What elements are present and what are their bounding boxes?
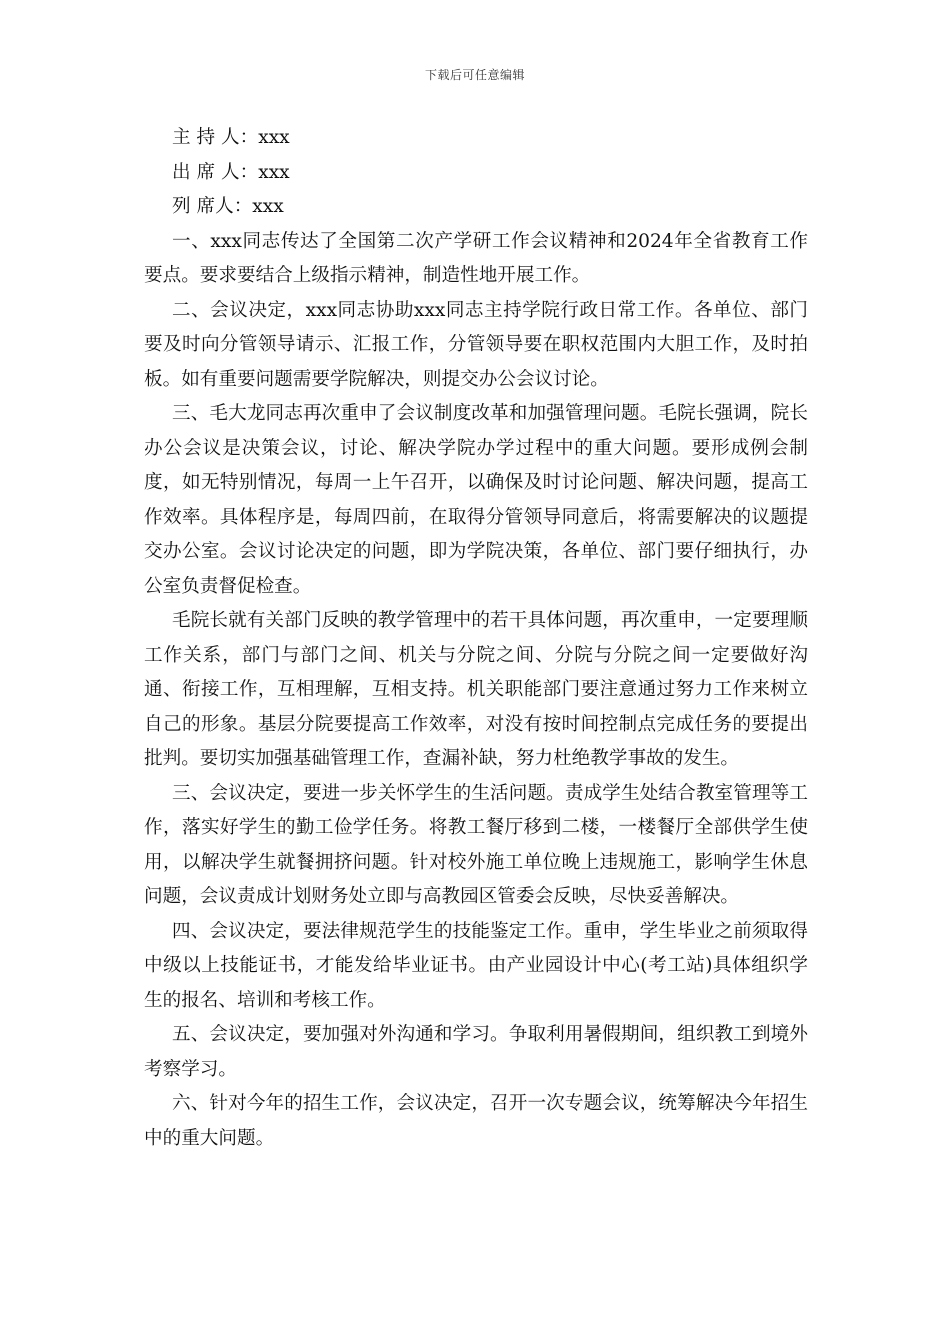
paragraph-item-8: 六、针对今年的招生工作，会议决定，召开一次专题会议，统筹解决今年招生中的重大问题。 bbox=[144, 1093, 808, 1149]
attendee-present-label: 出 席 人： bbox=[172, 161, 259, 183]
paragraph-item-1: 一、xxx同志传达了全国第二次产学研工作会议精神和2024年全省教育工作要点。要求要结合上级指示精神，制造性地开展工作。 bbox=[144, 230, 808, 286]
paragraph-item-2: 二、会议决定，xxx同志协助xxx同志主持学院行政日常工作。各单位、部门要及时向分管领导请示、汇报工作，分管领导要在职权范围内大胆工作，及时拍板。如有重要问题需要学院解决，则提交办公会议讨论。 bbox=[144, 299, 808, 390]
attendee-observer bbox=[144, 190, 808, 225]
paragraph-item-6: 四、会议决定，要法律规范学生的技能鉴定工作。重申，学生毕业之前须取得中级以上技能证书，才能发给毕业证书。由产业园设计中心(考工站)具体组织学生的报名、培训和考核工作。 bbox=[144, 920, 808, 1011]
attendee-host-label: 主 持 人： bbox=[172, 127, 259, 148]
paragraph-item-7: 五、会议决定，要加强对外沟通和学习。争取利用暑假期间，组织教工到境外考察学习。 bbox=[144, 1024, 808, 1080]
document-body bbox=[144, 121, 808, 1156]
attendee-host bbox=[144, 121, 808, 156]
attendee-host-value: xxx bbox=[258, 127, 290, 148]
attendee-observer-label: 列 席人： bbox=[172, 196, 253, 217]
header-note: 下载后可任意编辑 bbox=[424, 68, 525, 82]
attendee-present bbox=[144, 156, 808, 191]
paragraph-item-5: 三、会议决定，要进一步关怀学生的生活问题。责成学生处结合教室管理等工作，落实好学生的勤工俭学任务。将教工餐厅移到二楼，一楼餐厅全部供学生使用，以解决学生就餐拥挤问题。针对校外施工单位晚上违规施工，影响学生休息问题，会议责成计划财务处立即与高教园区管委会反映，尽快妥善解决。 bbox=[144, 782, 808, 907]
attendee-present-value: xxx bbox=[258, 161, 290, 183]
paragraph-item-4: 毛院长就有关部门反映的教学管理中的若干具体问题，再次重申，一定要理顺工作关系，部门与部门之间、机关与分院之间、分院与分院之间一定要做好沟通、衔接工作，互相理解，互相支持。机关职能部门要注意通过努力工作来树立自己的形象。基层分院要提高工作效率，对没有按时间控制点完成任务的要提出批判。要切实加强基础管理工作，查漏补缺，努力杜绝教学事故的发生。 bbox=[144, 610, 808, 769]
attendee-observer-value: xxx bbox=[252, 196, 284, 217]
paragraph-item-3: 三、毛大龙同志再次重申了会议制度改革和加强管理问题。毛院长强调，院长办公会议是决策会议，讨论、解决学院办学过程中的重大问题。要形成例会制度，如无特别情况，每周一上午召开，以确保及时讨论问题、解决问题，提高工作效率。具体程序是，每周四前，在取得分管领导同意后，将需要解决的议题提交办公室。会议讨论决定的问题，即为学院决策，各单位、部门要仔细执行，办公室负责督促检查。 bbox=[144, 403, 808, 597]
